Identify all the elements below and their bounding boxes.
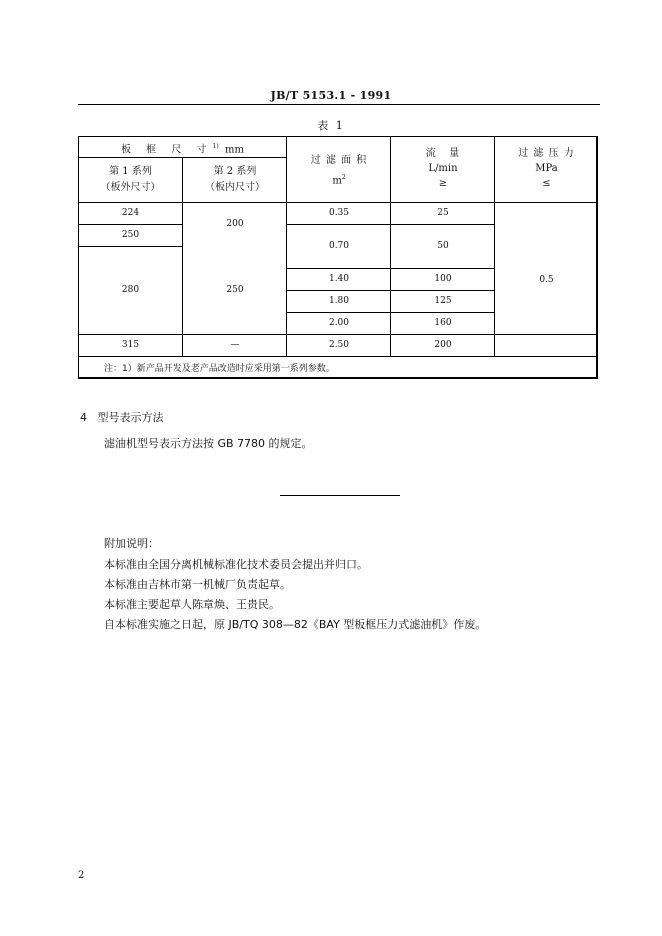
separator-rule xyxy=(280,495,400,496)
flow-cell: 100 xyxy=(434,274,452,284)
series2-header: 第 2 系列 （板内尺寸） xyxy=(205,166,265,193)
area-cell: 1.80 xyxy=(328,296,350,306)
flow-header: 流 量 L/min ≥ xyxy=(425,148,461,189)
section-4-text: 滤油机型号表示方法按 GB 7780 的规定。 xyxy=(104,437,313,450)
pressure-header: 过 滤 压 力 MPa ≤ xyxy=(518,148,575,189)
series1-header: 第 1 系列 （板外尺寸） xyxy=(100,166,161,193)
flow-cell: 125 xyxy=(434,296,452,306)
grid-line xyxy=(78,246,183,247)
area-header: 过 滤 面 积 $m^2$ xyxy=(310,155,368,187)
section-4-title: 4 型号表示方法 xyxy=(80,411,164,424)
header-rule xyxy=(78,104,600,105)
flow-cell: 50 xyxy=(437,241,449,251)
area-cell: 2.00 xyxy=(328,318,350,328)
series1-cell: 250 xyxy=(121,230,140,240)
grid-line xyxy=(78,334,598,335)
area-cell: 0.70 xyxy=(328,241,350,251)
grid-line xyxy=(78,202,598,203)
grid-line xyxy=(78,224,183,225)
additional-line: 自本标准实施之日起，原 JB/TQ 308—82《BAY 型板框压力式滤油机》作废。 xyxy=(104,618,487,631)
additional-line: 本标准由吉林市第一机械厂负责起草。 xyxy=(104,578,291,591)
area-cell: 0.35 xyxy=(328,208,350,218)
page-number: 2 xyxy=(78,870,85,881)
flow-cell: 200 xyxy=(434,340,452,350)
document-header: JB/T 5153.1 - 1991 xyxy=(270,89,392,102)
table-title: 表 1 xyxy=(317,119,345,132)
area-cell: 2.50 xyxy=(328,340,350,350)
col-group-header: 板 框 尺 寸$^{1)}$ mm xyxy=(120,143,245,156)
series1-cell: 224 xyxy=(121,208,140,218)
series2-cell: 250 xyxy=(226,285,244,295)
series1-cell: 280 xyxy=(121,285,140,295)
pressure-cell: 0.5 xyxy=(539,275,554,285)
series2-cell: — xyxy=(230,340,240,350)
series1-cell: 315 xyxy=(121,340,140,350)
table-note: 注：1）新产品开发及老产品改造时应采用第一系列参数。 xyxy=(104,364,335,374)
grid-line xyxy=(78,356,598,357)
additional-line: 本标准主要起草人陈章焕、王贵民。 xyxy=(104,598,280,611)
area-cell: 1.40 xyxy=(328,274,350,284)
additional-line: 本标准由全国分离机械标准化技术委员会提出并归口。 xyxy=(104,558,368,571)
flow-cell: 25 xyxy=(437,208,449,218)
flow-cell: 160 xyxy=(434,318,452,328)
series2-cell: 200 xyxy=(226,219,244,229)
additional-title: 附加说明： xyxy=(104,537,159,550)
